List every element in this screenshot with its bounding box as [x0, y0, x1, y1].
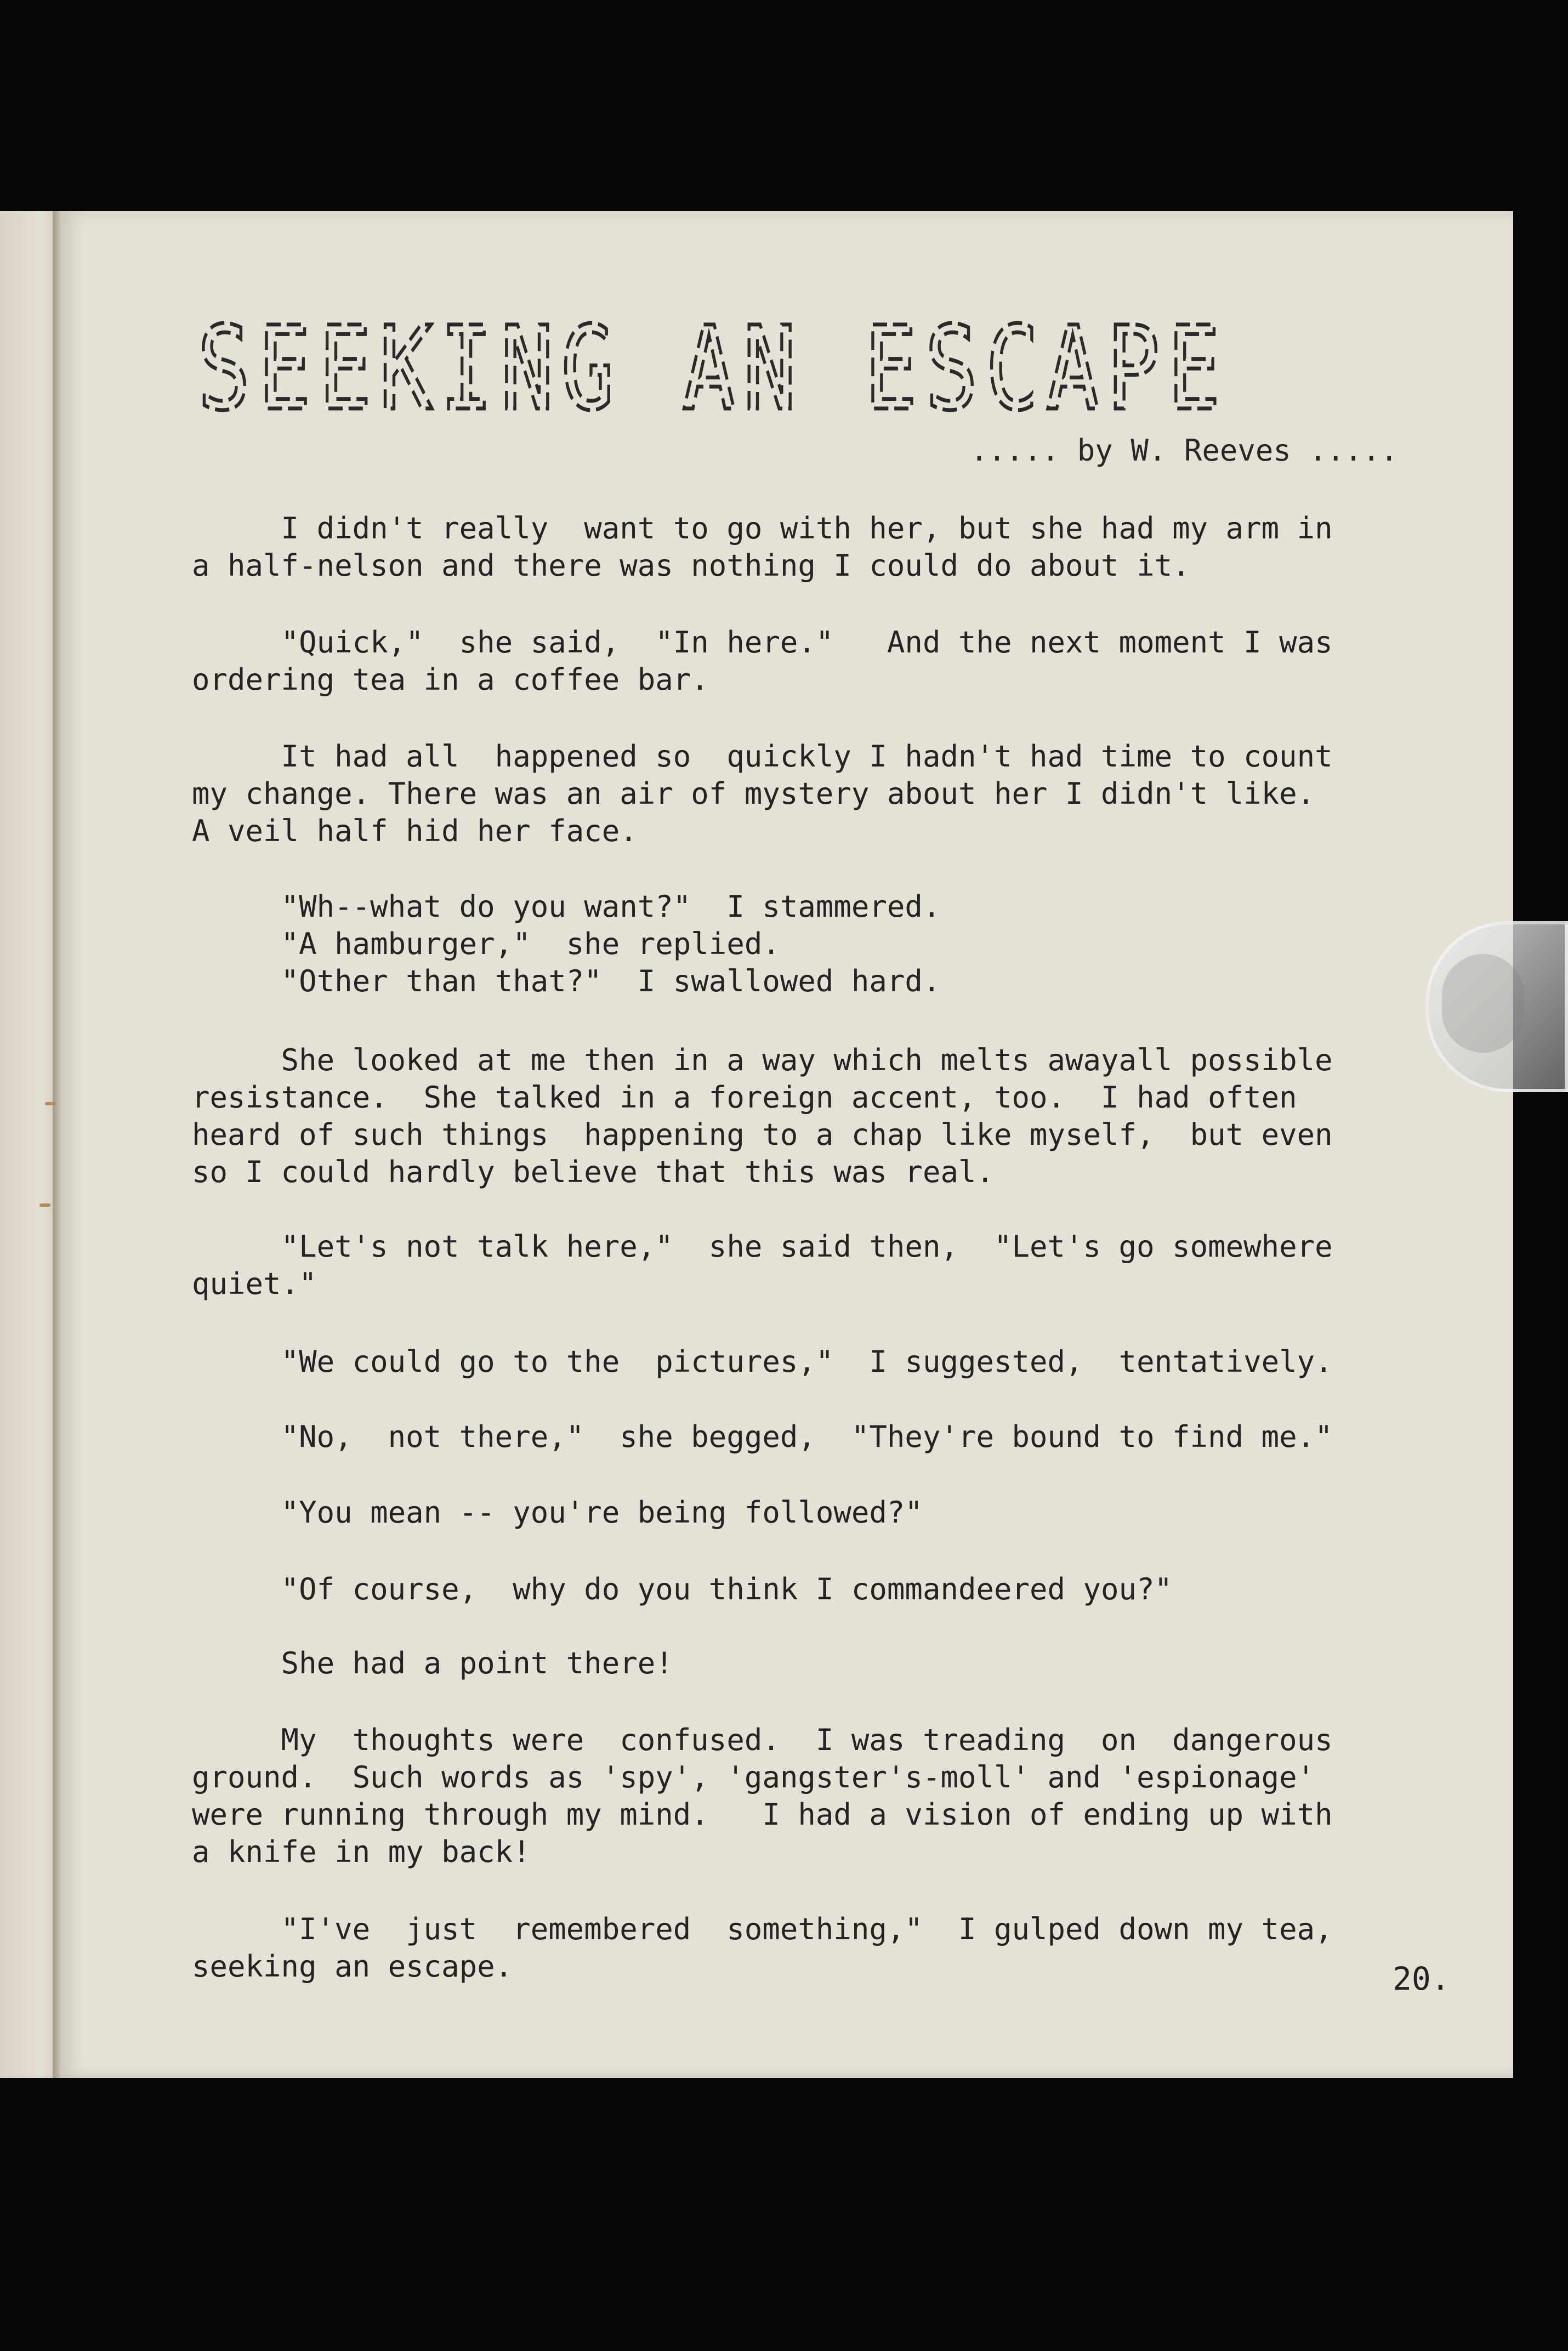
paragraph-1: I didn't really want to go with her, but she had my arm in a half-nelson and there was nothing I could do about it.	[192, 511, 1333, 583]
paragraph-2: "Quick," she said, "In here." And the next moment I was ordering tea in a coffee bar.	[192, 625, 1333, 697]
paragraph-8: "No, not there," she begged, "They're bound to find me."	[192, 1419, 1333, 1454]
paragraph-12: My thoughts were confused. I was treading on dangerous ground. Such words as 'spy', 'gangster's-moll' and 'espionage' were running through my mind. I had a vision of ending up with a knife in my back!	[192, 1723, 1333, 1869]
staple-mark-top	[45, 1102, 56, 1105]
paragraph-11: She had a point there!	[192, 1646, 673, 1680]
paragraph-9: "You mean -- you're being followed?"	[192, 1495, 923, 1530]
plastic-clip-hole	[1442, 954, 1524, 1053]
paragraph-3: It had all happened so quickly I hadn't had time to count my change. There was an air of mystery about her I didn't like. A veil half hid her face.	[192, 739, 1333, 848]
paragraph-13: "I've just remembered something," I gulped down my tea, seeking an escape.	[192, 1912, 1333, 1984]
story-title	[197, 299, 1239, 436]
paragraph-5: She looked at me then in a way which melts awayall possible resistance. She talked in a foreign accent, too. I had often heard of such things happening to a chap like myself, but even so I could hardly believe that this was real.	[192, 1043, 1333, 1189]
staple-mark-bottom	[39, 1203, 50, 1207]
page-number: 20.	[1393, 1960, 1450, 1997]
story-title-text: SEEKING AN ESCAPE	[197, 302, 1228, 436]
paragraph-10: "Of course, why do you think I commandeered you?"	[192, 1572, 1173, 1606]
paragraph-6: "Let's not talk here," she said then, "Let's go somewhere quiet."	[192, 1229, 1333, 1301]
byline: ..... by W. Reeves .....	[970, 433, 1398, 468]
paragraph-4: "Wh--what do you want?" I stammered. "A hamburger," she replied. "Other than that?" I swallowed hard.	[281, 889, 941, 998]
paragraph-7: "We could go to the pictures," I suggested, tentatively.	[192, 1344, 1333, 1379]
story-title-svg	[197, 299, 1239, 436]
left-page-edge	[0, 211, 60, 2078]
